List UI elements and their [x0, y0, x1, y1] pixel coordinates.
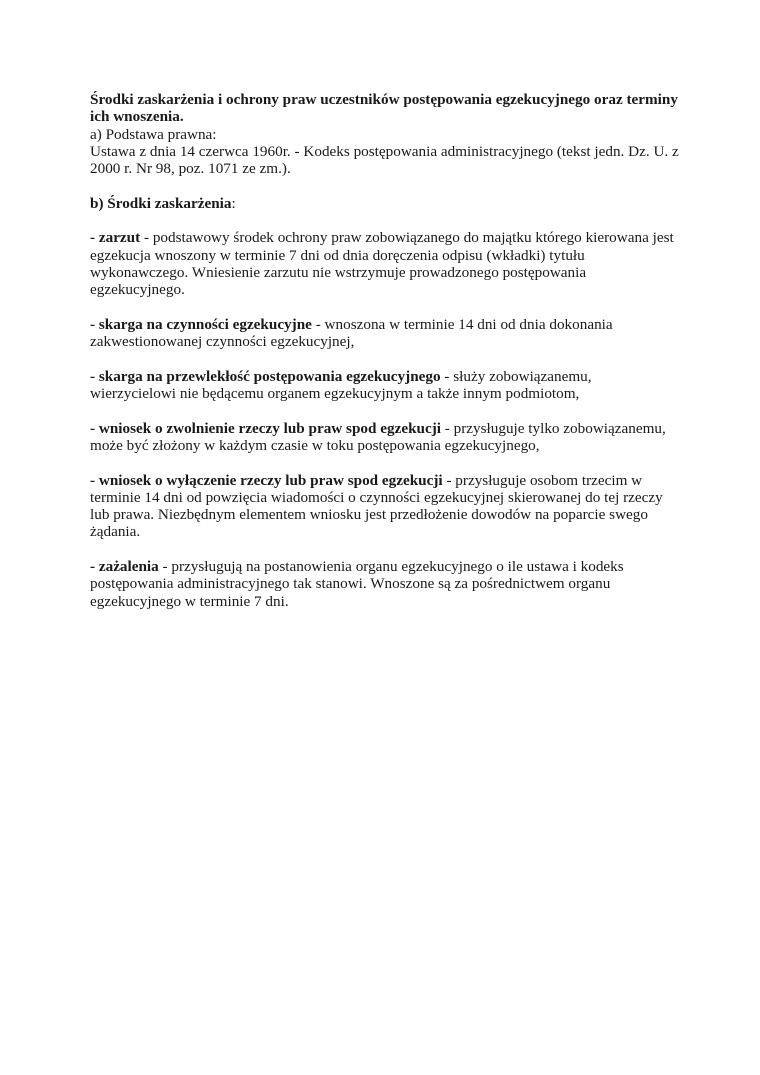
remedy-description: - służy zobowiązanemu, wierzycielowi nie będącemu organem egzekucyjnym a także innym podmiotom, [90, 367, 592, 403]
remedies-heading-colon: : [231, 194, 236, 212]
remedies-heading [90, 195, 680, 212]
remedy-item-complaint-actions [90, 316, 680, 351]
remedy-description: - przysługuje osobom trzecim w terminie 14 dni od powzięcia wiadomości o czynności egzekucyjnej skierowanej do tej rzeczy lub prawa. Niezbędnym elementem wniosku jest przedłożenie dowodów na poparcie swego żądania. [90, 471, 663, 541]
remedy-prefix: - [90, 419, 99, 437]
remedy-description: - przysługuje tylko zobowiązanemu, może być złożony w każdym czasie w toku postępowania egzekucyjnego, [90, 419, 666, 454]
remedy-description: - wnoszona w terminie 14 dni od dnia dokonania zakwestionowanej czynności egzekucyjnej, [90, 315, 613, 351]
legal-basis-heading: a) Podstawa prawna: [90, 125, 217, 143]
remedy-term [90, 558, 159, 575]
remedy-term [90, 472, 443, 489]
document-title [90, 91, 680, 126]
spacer [90, 350, 680, 367]
document-page [90, 91, 680, 610]
remedy-item-appeals [90, 558, 680, 610]
remedy-term-text: zażalenia [98, 558, 159, 576]
remedy-term-text: zarzut [98, 229, 141, 247]
spacer [90, 541, 680, 558]
document-title-text: Środki zaskarżenia i ochrony praw uczestników postępowania egzekucyjnego oraz terminy ich wnoszenia. [90, 91, 678, 126]
remedy-prefix: - [90, 229, 99, 247]
remedy-item-release-request [90, 420, 680, 455]
remedy-prefix: - [90, 471, 99, 489]
remedy-item-complaint-delay [90, 368, 680, 403]
remedy-term [90, 368, 441, 385]
remedy-term-text: skarga na przewlekłość postępowania egzekucyjnego [98, 367, 441, 385]
remedy-prefix: - [90, 558, 99, 576]
remedy-description: - przysługują na postanowienia organu egzekucyjnego o ile ustawa i kodeks postępowania administracyjnego tak stanowi. Wnoszone są za pośrednictwem organu egzekucyjnego w terminie 7 dni. [90, 558, 624, 610]
remedy-item-objection [90, 229, 680, 298]
spacer [90, 299, 680, 316]
remedy-term [90, 316, 312, 333]
spacer [90, 402, 680, 419]
remedy-prefix: - [90, 315, 99, 333]
remedy-item-exclusion-request [90, 472, 680, 541]
legal-basis-text: Ustawa z dnia 14 czerwca 1960r. - Kodeks postępowania administracyjnego (tekst jedn. Dz. U. z 2000 r. Nr 98, poz. 1071 ze zm.). [90, 142, 679, 178]
spacer [90, 454, 680, 471]
spacer [90, 212, 680, 229]
remedy-term [90, 229, 140, 246]
remedy-description: - podstawowy środek ochrony praw zobowiązanego do majątku którego kierowana jest egzekucja wnoszony w terminie 7 dni od dnia doręczenia odpisu (wkładki) tytułu wykonawczego. Wniesienie zarzutu nie wstrzymuje prowadzonego postępowania egzekucyjnego. [90, 229, 674, 299]
remedy-prefix: - [90, 367, 99, 385]
remedy-term-text: skarga na czynności egzekucyjne [98, 315, 312, 333]
remedy-term-text: wniosek o zwolnienie rzeczy lub praw spod egzekucji [98, 419, 441, 437]
remedy-term-text: wniosek o wyłączenie rzeczy lub praw spod egzekucji [98, 471, 443, 489]
remedy-term [90, 420, 441, 437]
spacer [90, 177, 680, 194]
remedies-heading-text: b) Środki zaskarżenia [90, 194, 232, 212]
